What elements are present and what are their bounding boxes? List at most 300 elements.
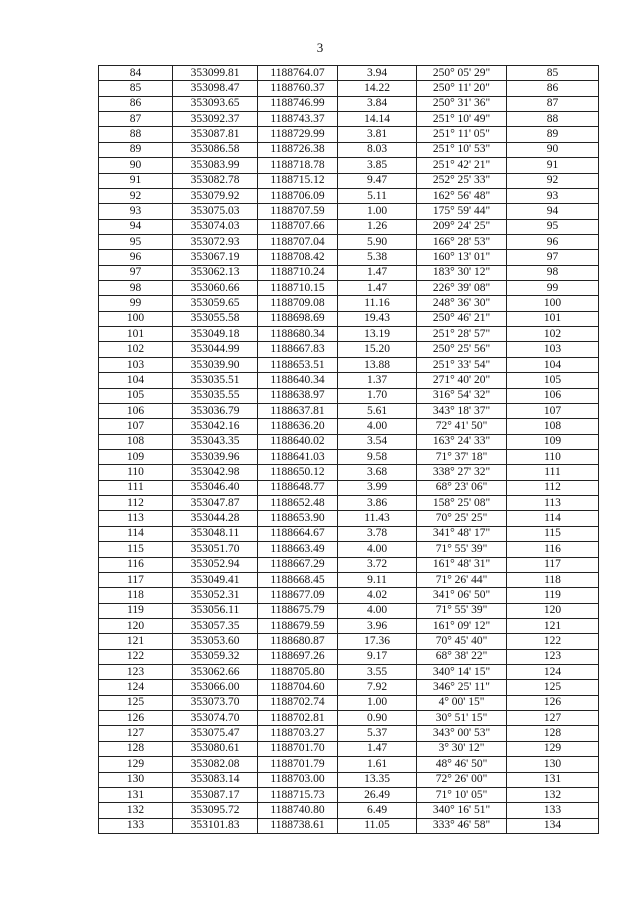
x-coordinate-cell: 353055.58 [173,311,258,326]
y-coordinate-cell: 1188707.66 [258,219,338,234]
point-number-cell: 85 [99,81,173,96]
y-coordinate-cell: 1188648.77 [258,480,338,495]
y-coordinate-cell: 1188640.34 [258,373,338,388]
x-coordinate-cell: 353039.96 [173,449,258,464]
point-number-cell: 105 [99,388,173,403]
next-point-cell: 113 [507,496,599,511]
bearing-cell: 158° 25' 08" [417,496,507,511]
table-row [99,649,599,664]
bearing-cell: 71° 37' 18" [417,449,507,464]
next-point-cell: 91 [507,158,599,173]
table-row [99,388,599,403]
bearing-cell: 48° 46' 50" [417,757,507,772]
next-point-cell: 107 [507,403,599,418]
distance-cell: 9.11 [338,572,417,587]
bearing-cell: 251° 28' 57" [417,327,507,342]
table-row [99,250,599,265]
next-point-cell: 116 [507,542,599,557]
bearing-cell: 340° 16' 51" [417,803,507,818]
bearing-cell: 343° 00' 53" [417,726,507,741]
point-number-cell: 118 [99,588,173,603]
x-coordinate-cell: 353075.47 [173,726,258,741]
bearing-cell: 72° 26' 00" [417,772,507,787]
y-coordinate-cell: 1188667.83 [258,342,338,357]
point-number-cell: 106 [99,403,173,418]
next-point-cell: 115 [507,526,599,541]
distance-cell: 1.47 [338,265,417,280]
x-coordinate-cell: 353059.65 [173,296,258,311]
bearing-cell: 248° 36' 30" [417,296,507,311]
x-coordinate-cell: 353044.99 [173,342,258,357]
x-coordinate-cell: 353074.03 [173,219,258,234]
distance-cell: 13.35 [338,772,417,787]
next-point-cell: 99 [507,281,599,296]
point-number-cell: 98 [99,281,173,296]
point-number-cell: 93 [99,204,173,219]
next-point-cell: 134 [507,818,599,833]
point-number-cell: 133 [99,818,173,833]
table-row [99,772,599,787]
table-row [99,96,599,111]
bearing-cell: 316° 54' 32" [417,388,507,403]
table-row [99,526,599,541]
next-point-cell: 130 [507,757,599,772]
point-number-cell: 129 [99,757,173,772]
x-coordinate-cell: 353086.58 [173,142,258,157]
point-number-cell: 94 [99,219,173,234]
y-coordinate-cell: 1188668.45 [258,572,338,587]
y-coordinate-cell: 1188677.09 [258,588,338,603]
next-point-cell: 96 [507,234,599,249]
bearing-cell: 68° 23' 06" [417,480,507,495]
bearing-cell: 70° 25' 25" [417,511,507,526]
x-coordinate-cell: 353049.18 [173,327,258,342]
point-number-cell: 121 [99,634,173,649]
table-row [99,603,599,618]
next-point-cell: 108 [507,419,599,434]
y-coordinate-cell: 1188636.20 [258,419,338,434]
table-row [99,680,599,695]
y-coordinate-cell: 1188680.34 [258,327,338,342]
table-row [99,158,599,173]
table-row [99,219,599,234]
next-point-cell: 98 [507,265,599,280]
bearing-cell: 160° 13' 01" [417,250,507,265]
x-coordinate-cell: 353093.65 [173,96,258,111]
y-coordinate-cell: 1188640.02 [258,434,338,449]
x-coordinate-cell: 353082.78 [173,173,258,188]
y-coordinate-cell: 1188760.37 [258,81,338,96]
y-coordinate-cell: 1188702.81 [258,711,338,726]
x-coordinate-cell: 353101.83 [173,818,258,833]
distance-cell: 9.47 [338,173,417,188]
y-coordinate-cell: 1188680.87 [258,634,338,649]
next-point-cell: 110 [507,449,599,464]
x-coordinate-cell: 353079.92 [173,188,258,203]
table-row [99,787,599,802]
y-coordinate-cell: 1188708.42 [258,250,338,265]
bearing-cell: 72° 41' 50" [417,419,507,434]
x-coordinate-cell: 353048.11 [173,526,258,541]
table-row [99,557,599,572]
x-coordinate-cell: 353042.16 [173,419,258,434]
next-point-cell: 131 [507,772,599,787]
page-number: 3 [316,40,324,55]
bearing-cell: 343° 18' 37" [417,403,507,418]
x-coordinate-cell: 353074.70 [173,711,258,726]
next-point-cell: 120 [507,603,599,618]
y-coordinate-cell: 1188637.81 [258,403,338,418]
y-coordinate-cell: 1188663.49 [258,542,338,557]
bearing-cell: 71° 55' 39" [417,542,507,557]
x-coordinate-cell: 353049.41 [173,572,258,587]
distance-cell: 6.49 [338,803,417,818]
y-coordinate-cell: 1188718.78 [258,158,338,173]
bearing-cell: 250° 46' 21" [417,311,507,326]
table-row [99,265,599,280]
distance-cell: 3.81 [338,127,417,142]
point-number-cell: 92 [99,188,173,203]
y-coordinate-cell: 1188698.69 [258,311,338,326]
table-row [99,127,599,142]
next-point-cell: 125 [507,680,599,695]
table-row [99,465,599,480]
distance-cell: 17.36 [338,634,417,649]
distance-cell: 11.43 [338,511,417,526]
next-point-cell: 122 [507,634,599,649]
bearing-cell: 71° 10' 05" [417,787,507,802]
point-number-cell: 117 [99,572,173,587]
distance-cell: 13.88 [338,357,417,372]
point-number-cell: 112 [99,496,173,511]
x-coordinate-cell: 353087.17 [173,787,258,802]
distance-cell: 4.00 [338,419,417,434]
table-row [99,81,599,96]
distance-cell: 1.00 [338,695,417,710]
bearing-cell: 209° 24' 25" [417,219,507,234]
next-point-cell: 121 [507,618,599,633]
distance-cell: 0.90 [338,711,417,726]
bearing-cell: 71° 26' 44" [417,572,507,587]
bearing-cell: 183° 30' 12" [417,265,507,280]
distance-cell: 4.00 [338,603,417,618]
table-row [99,757,599,772]
y-coordinate-cell: 1188710.24 [258,265,338,280]
x-coordinate-cell: 353082.08 [173,757,258,772]
next-point-cell: 112 [507,480,599,495]
x-coordinate-cell: 353099.81 [173,66,258,81]
point-number-cell: 128 [99,741,173,756]
y-coordinate-cell: 1188726.38 [258,142,338,157]
bearing-cell: 341° 06' 50" [417,588,507,603]
next-point-cell: 106 [507,388,599,403]
distance-cell: 3.99 [338,480,417,495]
y-coordinate-cell: 1188707.59 [258,204,338,219]
x-coordinate-cell: 353052.94 [173,557,258,572]
distance-cell: 3.86 [338,496,417,511]
bearing-cell: 252° 25' 33" [417,173,507,188]
next-point-cell: 117 [507,557,599,572]
x-coordinate-cell: 353046.40 [173,480,258,495]
y-coordinate-cell: 1188701.79 [258,757,338,772]
next-point-cell: 124 [507,665,599,680]
table-row [99,665,599,680]
bearing-cell: 161° 09' 12" [417,618,507,633]
table-row [99,342,599,357]
bearing-cell: 163° 24' 33" [417,434,507,449]
distance-cell: 14.14 [338,112,417,127]
y-coordinate-cell: 1188653.90 [258,511,338,526]
next-point-cell: 95 [507,219,599,234]
distance-cell: 3.68 [338,465,417,480]
point-number-cell: 125 [99,695,173,710]
distance-cell: 4.02 [338,588,417,603]
distance-cell: 1.47 [338,741,417,756]
x-coordinate-cell: 353062.13 [173,265,258,280]
point-number-cell: 115 [99,542,173,557]
table-row [99,496,599,511]
point-number-cell: 99 [99,296,173,311]
bearing-cell: 251° 42' 21" [417,158,507,173]
y-coordinate-cell: 1188729.99 [258,127,338,142]
x-coordinate-cell: 353073.70 [173,695,258,710]
point-number-cell: 124 [99,680,173,695]
next-point-cell: 101 [507,311,599,326]
x-coordinate-cell: 353067.19 [173,250,258,265]
bearing-cell: 4° 00' 15" [417,695,507,710]
table-row [99,66,599,81]
y-coordinate-cell: 1188764.07 [258,66,338,81]
next-point-cell: 100 [507,296,599,311]
bearing-cell: 333° 46' 58" [417,818,507,833]
distance-cell: 7.92 [338,680,417,695]
x-coordinate-cell: 353059.32 [173,649,258,664]
next-point-cell: 88 [507,112,599,127]
y-coordinate-cell: 1188667.29 [258,557,338,572]
distance-cell: 11.05 [338,818,417,833]
point-number-cell: 91 [99,173,173,188]
distance-cell: 8.03 [338,142,417,157]
point-number-cell: 90 [99,158,173,173]
y-coordinate-cell: 1188653.51 [258,357,338,372]
next-point-cell: 105 [507,373,599,388]
y-coordinate-cell: 1188707.04 [258,234,338,249]
point-number-cell: 107 [99,419,173,434]
distance-cell: 19.43 [338,311,417,326]
x-coordinate-cell: 353092.37 [173,112,258,127]
x-coordinate-cell: 353042.98 [173,465,258,480]
table-row [99,480,599,495]
next-point-cell: 102 [507,327,599,342]
point-number-cell: 104 [99,373,173,388]
next-point-cell: 111 [507,465,599,480]
x-coordinate-cell: 353080.61 [173,741,258,756]
distance-cell: 3.85 [338,158,417,173]
table-row [99,588,599,603]
table-row [99,327,599,342]
y-coordinate-cell: 1188710.15 [258,281,338,296]
distance-cell: 9.58 [338,449,417,464]
table-row [99,281,599,296]
next-point-cell: 97 [507,250,599,265]
y-coordinate-cell: 1188743.37 [258,112,338,127]
next-point-cell: 87 [507,96,599,111]
distance-cell: 5.11 [338,188,417,203]
point-number-cell: 96 [99,250,173,265]
y-coordinate-cell: 1188705.80 [258,665,338,680]
point-number-cell: 87 [99,112,173,127]
point-number-cell: 108 [99,434,173,449]
bearing-cell: 250° 25' 56" [417,342,507,357]
bearing-cell: 251° 10' 49" [417,112,507,127]
point-number-cell: 95 [99,234,173,249]
distance-cell: 26.49 [338,787,417,802]
next-point-cell: 94 [507,204,599,219]
bearing-cell: 71° 55' 39" [417,603,507,618]
table-row [99,188,599,203]
distance-cell: 1.37 [338,373,417,388]
point-number-cell: 123 [99,665,173,680]
next-point-cell: 126 [507,695,599,710]
y-coordinate-cell: 1188679.59 [258,618,338,633]
point-number-cell: 89 [99,142,173,157]
x-coordinate-cell: 353035.55 [173,388,258,403]
x-coordinate-cell: 353039.90 [173,357,258,372]
distance-cell: 1.00 [338,204,417,219]
bearing-cell: 251° 10' 53" [417,142,507,157]
next-point-cell: 104 [507,357,599,372]
point-number-cell: 111 [99,480,173,495]
next-point-cell: 132 [507,787,599,802]
next-point-cell: 123 [507,649,599,664]
bearing-cell: 162° 56' 48" [417,188,507,203]
table-row [99,112,599,127]
bearing-cell: 166° 28' 53" [417,234,507,249]
bearing-cell: 30° 51' 15" [417,711,507,726]
point-number-cell: 100 [99,311,173,326]
distance-cell: 3.72 [338,557,417,572]
y-coordinate-cell: 1188702.74 [258,695,338,710]
distance-cell: 5.61 [338,403,417,418]
bearing-cell: 251° 11' 05" [417,127,507,142]
bearing-cell: 250° 11' 20" [417,81,507,96]
table-row [99,373,599,388]
y-coordinate-cell: 1188641.03 [258,449,338,464]
point-number-cell: 110 [99,465,173,480]
x-coordinate-cell: 353087.81 [173,127,258,142]
table-row [99,419,599,434]
distance-cell: 5.38 [338,250,417,265]
table-row [99,711,599,726]
point-number-cell: 116 [99,557,173,572]
table-row [99,618,599,633]
bearing-cell: 250° 31' 36" [417,96,507,111]
y-coordinate-cell: 1188746.99 [258,96,338,111]
point-number-cell: 119 [99,603,173,618]
table-row [99,726,599,741]
point-number-cell: 84 [99,66,173,81]
table-row [99,511,599,526]
point-number-cell: 113 [99,511,173,526]
bearing-cell: 70° 45' 40" [417,634,507,649]
table-row [99,572,599,587]
table-row [99,542,599,557]
bearing-cell: 251° 33' 54" [417,357,507,372]
y-coordinate-cell: 1188638.97 [258,388,338,403]
x-coordinate-cell: 353095.72 [173,803,258,818]
point-number-cell: 101 [99,327,173,342]
x-coordinate-cell: 353053.60 [173,634,258,649]
point-number-cell: 127 [99,726,173,741]
bearing-cell: 226° 39' 08" [417,281,507,296]
x-coordinate-cell: 353072.93 [173,234,258,249]
table-row [99,357,599,372]
y-coordinate-cell: 1188715.73 [258,787,338,802]
x-coordinate-cell: 353083.14 [173,772,258,787]
distance-cell: 3.78 [338,526,417,541]
distance-cell: 14.22 [338,81,417,96]
distance-cell: 5.90 [338,234,417,249]
table-row [99,741,599,756]
x-coordinate-cell: 353056.11 [173,603,258,618]
distance-cell: 13.19 [338,327,417,342]
table-row [99,818,599,833]
x-coordinate-cell: 353047.87 [173,496,258,511]
table-row [99,142,599,157]
coordinate-table-body [99,66,599,834]
bearing-cell: 346° 25' 11" [417,680,507,695]
point-number-cell: 103 [99,357,173,372]
table-row [99,234,599,249]
bearing-cell: 3° 30' 12" [417,741,507,756]
next-point-cell: 114 [507,511,599,526]
distance-cell: 1.61 [338,757,417,772]
y-coordinate-cell: 1188738.61 [258,818,338,833]
next-point-cell: 127 [507,711,599,726]
x-coordinate-cell: 353035.51 [173,373,258,388]
bearing-cell: 271° 40' 20" [417,373,507,388]
y-coordinate-cell: 1188709.08 [258,296,338,311]
x-coordinate-cell: 353098.47 [173,81,258,96]
distance-cell: 11.16 [338,296,417,311]
y-coordinate-cell: 1188652.48 [258,496,338,511]
x-coordinate-cell: 353036.79 [173,403,258,418]
x-coordinate-cell: 353052.31 [173,588,258,603]
y-coordinate-cell: 1188715.12 [258,173,338,188]
point-number-cell: 130 [99,772,173,787]
table-row [99,634,599,649]
distance-cell: 3.96 [338,618,417,633]
y-coordinate-cell: 1188703.27 [258,726,338,741]
table-row [99,403,599,418]
y-coordinate-cell: 1188650.12 [258,465,338,480]
next-point-cell: 92 [507,173,599,188]
table-row [99,449,599,464]
distance-cell: 3.84 [338,96,417,111]
bearing-cell: 338° 27' 32" [417,465,507,480]
x-coordinate-cell: 353060.66 [173,281,258,296]
next-point-cell: 85 [507,66,599,81]
next-point-cell: 129 [507,741,599,756]
table-row [99,204,599,219]
bearing-cell: 175° 59' 44" [417,204,507,219]
bearing-cell: 250° 05' 29" [417,66,507,81]
next-point-cell: 103 [507,342,599,357]
y-coordinate-cell: 1188706.09 [258,188,338,203]
coordinate-table [98,65,599,834]
y-coordinate-cell: 1188701.70 [258,741,338,756]
next-point-cell: 128 [507,726,599,741]
